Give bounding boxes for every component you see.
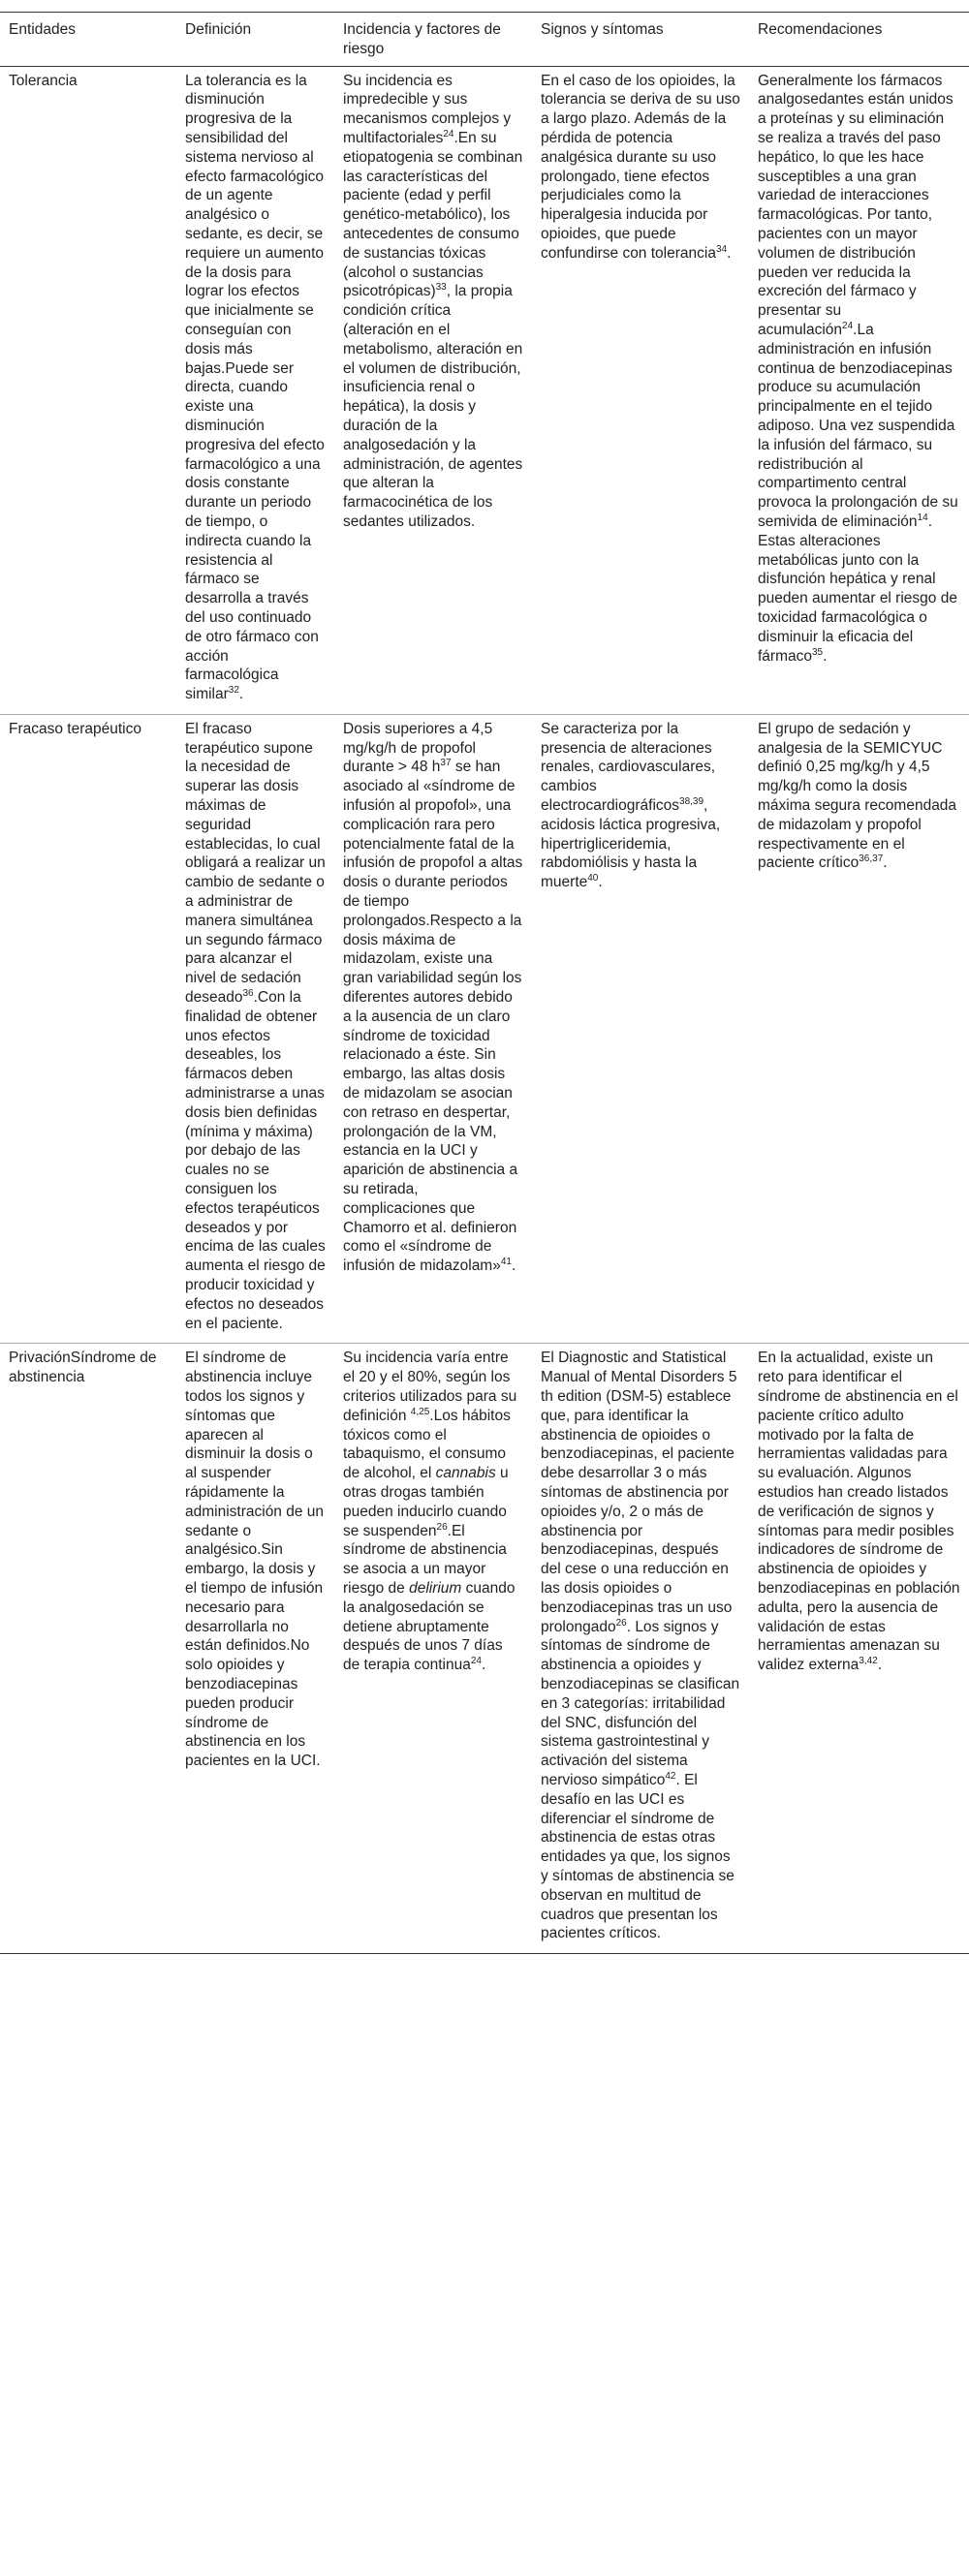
text-segment: .En su etiopatogenia se combinan las características del paciente (edad y perfil genético-metabólico), los antecedentes de consumo de sustancias tóxicas (alcohol o sustancias psicotrópicas)	[343, 129, 523, 300]
text-segment: , la propia condición crítica (alteración en el metabolismo, alteración en el volumen de distribución, insuficiencia renal o hepática), la dosis y duración de la analgosedación y la administración, de agentes que alteran la farmacocinética de los sedantes utilizados.	[343, 283, 523, 530]
citation-ref: 37	[440, 758, 452, 769]
text-segment: .	[481, 1657, 486, 1674]
header-signos: Signos y síntomas	[532, 13, 749, 67]
text-segment: .	[727, 244, 732, 262]
citation-ref: 3,42	[859, 1655, 878, 1666]
text-segment: Generalmente los fármacos analgosedantes están unidos a proteínas y su eliminación se realiza a través del paso hepático, lo que les hace susceptibles a una gran variedad de interacciones farmacológicas. Por tanto, pacientes con un mayor volumen de distribución pueden ver reducida la excreción del fármaco y presentar su acumulación	[758, 72, 953, 338]
table-row	[0, 714, 969, 1344]
text-segment: . El desafío en las UCI es diferenciar el síndrome de abstinencia de estas otras entidades ya que, los signos y síntomas de abstinencia se observan en multitud de cuadros que presentan los pacientes críticos.	[541, 1771, 735, 1942]
text-segment: El síndrome de abstinencia incluye todos los signos y síntomas que aparecen al disminuir la dosis o al suspender rápidamente la administración de un sedante o analgésico.Sin embargo, la dosis y el tiempo de infusión necesario para desarrollarla no están definidos.No solo opioides y benzodiacepinas pueden producir síndrome de abstinencia en los pacientes en la UCI.	[185, 1350, 325, 1770]
citation-ref: 26	[615, 1617, 627, 1629]
incidence-cell	[334, 66, 532, 714]
text-segment: . Los signos y síntomas de síndrome de abstinencia a opioides y benzodiacepinas se clasifican en 3 categorías: irritabilidad del SNC, disfunción del sistema gastrointestinal y activación del sistema nervioso simpático	[541, 1618, 740, 1788]
citation-ref: 32	[228, 684, 239, 696]
text-segment: cannabis	[435, 1465, 496, 1482]
text-segment: u otras drogas también pueden inducirlo cuando se suspenden	[343, 1465, 509, 1539]
text-segment: El grupo de sedación y analgesia de la SEMICYUC definió 0,25 mg/kg/h y 4,5 mg/kg/h como la dosis máxima segura recomendada de midazolam y propofol respectivamente en el paciente crítico	[758, 720, 957, 872]
incidence-cell	[334, 1344, 532, 1954]
text-segment: , acidosis láctica progresiva, hipertrigliceridemia, rabdomiólisis y hasta la muerte	[541, 797, 721, 891]
table-header	[0, 13, 969, 67]
signs-cell	[532, 714, 749, 1344]
text-segment: .El síndrome de abstinencia se asocia a un mayor riesgo de	[343, 1522, 507, 1597]
table-row	[0, 66, 969, 714]
citation-ref: 4,25	[410, 1406, 430, 1417]
recommendations-cell	[749, 66, 969, 714]
text-segment: En el caso de los opioides, la tolerancia se deriva de su uso a largo plazo. Además de la pérdida de potencia analgésica durante su uso prolongado, tiene efectos perjudiciales como la hiperalgesia inducida por opioides, que puede confundirse con tolerancia	[541, 72, 740, 262]
signs-cell	[532, 1344, 749, 1954]
entities-table	[0, 12, 969, 1954]
text-segment: Su incidencia varía entre el 20 y el 80%, según los criterios utilizados para su definición	[343, 1350, 517, 1424]
text-segment: .	[823, 647, 828, 665]
incidence-cell	[334, 714, 532, 1344]
text-segment: La tolerancia es la disminución progresiva de la sensibilidad del sistema nervioso al efecto farmacológico de un agente analgésico o sedante, es decir, se requiere un aumento de la dosis para lograr los efectos que inicialmente se conseguían con dosis más bajas.Puede ser directa, cuando existe una disminución progresiva del efecto farmacológico a una dosis constante durante un periodo de tiempo, o indirecta cuando la resistencia al fármaco se desarrolla a través del uso continuado de otro fármaco con acción farmacológica similar	[185, 72, 325, 703]
text-segment: . Estas alteraciones metabólicas junto con la disfunción hepática y renal pueden aumentar el riesgo de toxicidad farmacológica o disminuir la eficacia del fármaco	[758, 512, 957, 665]
text-segment: Dosis superiores a 4,5 mg/kg/h de propofol durante > 48 h	[343, 720, 493, 776]
text-segment: El fracaso terapéutico supone la necesidad de superar las dosis máximas de seguridad establecidas, lo cual obligará a realizar un cambio de sedante o a administrar de manera simultánea un segundo fármaco para alcanzar el nivel de sedación deseado	[185, 720, 326, 1007]
definition-cell	[176, 1344, 334, 1954]
text-segment: se han asociado al «síndrome de infusión al propofol», una complicación rara pero potencialmente fatal de la infusión de propofol a altas dosis o durante periodos de tiempo prolongados.Respecto a la dosis máxima de midazolam, existe una gran variabilidad según los diferentes autores debido a la ausencia de un claro síndrome de toxicidad relacionado a éste. Sin embargo, las altas dosis de midazolam se asocian con retraso en despertar, prolongación de la VM, estancia en la UCI y aparición de abstinencia a su retirada, complicaciones que Chamorro et al. definieron como el «síndrome de infusión de midazolam»	[343, 759, 523, 1275]
entity-cell: Tolerancia	[0, 66, 176, 714]
text-segment: .La administración en infusión continua de benzodiacepinas produce su acumulación principalmente en el tejido adiposo. Una vez suspendida la infusión del fármaco, su redistribución al compartimento central provoca la prolongación de su semivida de eliminación	[758, 321, 958, 530]
citation-ref: 34	[715, 243, 728, 255]
citation-ref: 24	[443, 128, 454, 140]
signs-cell	[532, 66, 749, 714]
text-segment: .	[238, 686, 244, 703]
text-segment: delirium	[409, 1579, 462, 1597]
citation-ref: 42	[665, 1770, 676, 1782]
text-segment: .	[511, 1257, 516, 1275]
citation-ref: 24	[842, 320, 854, 331]
citation-ref: 14	[917, 512, 928, 523]
table-body	[0, 66, 969, 1954]
table-row	[0, 1344, 969, 1954]
text-segment: .	[877, 1657, 883, 1674]
entity-cell: Fracaso terapéutico	[0, 714, 176, 1344]
citation-ref: 35	[812, 646, 824, 658]
citation-ref: 40	[587, 873, 599, 885]
header-incidencia: Incidencia y factores de riesgo	[334, 13, 532, 67]
header-recomendaciones: Recomendaciones	[749, 13, 969, 67]
citation-ref: 41	[500, 1257, 512, 1268]
text-segment: El Diagnostic and Statistical Manual of Mental Disorders 5 th edition (DSM-5) establece que, para identificar la abstinencia de opioides o benzodiacepinas, el paciente debe desarrollar 3 o más síntomas de abstinencia por opioides y/o, 2 o más de abstinencia por benzodiacepinas, después del cese o una reducción en las dosis opioides o benzodiacepinas tras un uso prolongado	[541, 1350, 737, 1635]
citation-ref: 26	[436, 1521, 448, 1533]
text-segment: Su incidencia es impredecible y sus mecanismos complejos y multifactoriales	[343, 72, 512, 146]
citation-ref: 36,37	[859, 853, 884, 865]
text-segment: .	[883, 854, 888, 872]
text-segment: cuando la analgosedación se detiene abruptamente después de unos 7 días de terapia continua	[343, 1579, 516, 1674]
recommendations-cell	[749, 1344, 969, 1954]
citation-ref: 36	[242, 987, 254, 999]
recommendations-cell	[749, 714, 969, 1344]
citation-ref: 24	[470, 1655, 482, 1666]
definition-cell	[176, 66, 334, 714]
header-row	[0, 13, 969, 67]
text-segment: .Con la finalidad de obtener unos efectos deseables, los fármacos deben administrarse a unas dosis bien definidas (mínima y máxima) por debajo de las cuales no se consiguen los efectos terapéuticos deseados y por encima de las cuales aumenta el riesgo de producir toxicidad y efectos no deseados en el paciente.	[185, 989, 326, 1332]
definition-cell	[176, 714, 334, 1344]
header-entidades: Entidades	[0, 13, 176, 67]
header-definicion: Definición	[176, 13, 334, 67]
text-segment: Se caracteriza por la presencia de alteraciones renales, cardiovasculares, cambios electrocardiográficos	[541, 720, 716, 815]
citation-ref: 38,39	[679, 795, 704, 807]
citation-ref: 33	[435, 282, 447, 294]
text-segment: .Los hábitos tóxicos como el tabaquismo, el consumo de alcohol, el	[343, 1407, 511, 1482]
text-segment: .	[598, 874, 603, 891]
entity-cell: PrivaciónSíndrome de abstinencia	[0, 1344, 176, 1954]
text-segment: En la actualidad, existe un reto para identificar el síndrome de abstinencia en el paciente crítico adulto motivado por la falta de herramientas validadas para su evaluación. Algunos estudios han creado listados de verificación de signos y síntomas para medir posibles indicadores de síndrome de abstinencia de opioides y benzodiacepinas en población adulta, pero la ausencia de validación de estas herramientas amenazan su validez externa	[758, 1350, 960, 1674]
